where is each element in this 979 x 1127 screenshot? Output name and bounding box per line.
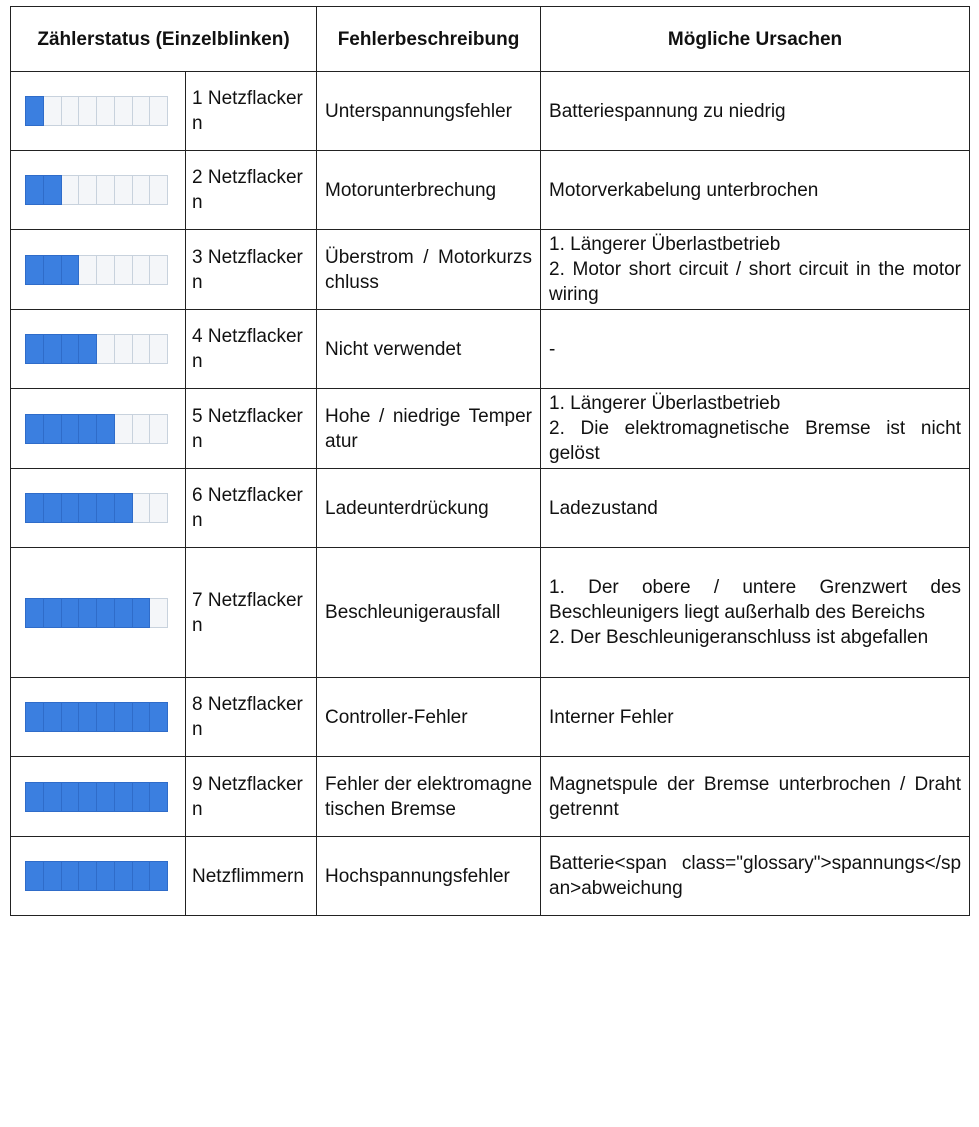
blink-count: 2 Netzflackern — [186, 151, 317, 230]
meter-segment-unlit — [79, 96, 97, 126]
meter-segment-lit — [62, 782, 80, 812]
possible-causes — [541, 548, 970, 678]
meter-segment-unlit — [97, 175, 115, 205]
meter-cell — [11, 469, 186, 548]
meter-segment-lit — [62, 334, 80, 364]
blink-count: 1 Netzflackern — [186, 72, 317, 151]
possible-causes — [541, 469, 970, 548]
meter-cell — [11, 389, 186, 469]
error-description: Nicht verwendet — [317, 310, 541, 389]
meter-segment-unlit — [150, 175, 168, 205]
meter-segment-lit — [25, 493, 44, 523]
cause-line: 2. Motor short circuit / short circuit in the motor wiring — [549, 259, 962, 305]
meter-segment-lit — [44, 598, 62, 628]
meter-segment-unlit — [44, 96, 62, 126]
meter-segment-unlit — [133, 255, 151, 285]
meter-cell — [11, 230, 186, 310]
meter-segment-lit — [62, 598, 80, 628]
blink-meter-icon — [25, 861, 168, 891]
blink-count: Netzflimmern — [186, 837, 317, 916]
meter-segment-lit — [25, 255, 44, 285]
meter-cell — [11, 72, 186, 151]
meter-segment-lit — [25, 334, 44, 364]
possible-causes — [541, 72, 970, 151]
cause-line: Magnetspule der Bremse unterbrochen / Draht getrennt — [549, 773, 962, 820]
table-row — [11, 151, 970, 230]
meter-segment-lit — [44, 782, 62, 812]
meter-segment-unlit — [133, 493, 151, 523]
header-status: Zählerstatus (Einzelblinken) — [11, 7, 317, 72]
meter-segment-lit — [25, 782, 44, 812]
meter-segment-lit — [44, 493, 62, 523]
blink-meter-icon — [25, 255, 168, 285]
meter-segment-unlit — [62, 96, 80, 126]
meter-segment-lit — [44, 175, 62, 205]
meter-segment-lit — [25, 861, 44, 891]
meter-segment-lit — [79, 702, 97, 732]
error-description: Beschleunigerausfall — [317, 548, 541, 678]
meter-segment-unlit — [115, 255, 133, 285]
meter-cell — [11, 757, 186, 837]
meter-segment-lit — [44, 861, 62, 891]
blink-count: 6 Netzflackern — [186, 469, 317, 548]
meter-segment-unlit — [115, 175, 133, 205]
meter-segment-lit — [115, 702, 133, 732]
meter-segment-lit — [44, 414, 62, 444]
table-row — [11, 469, 970, 548]
meter-segment-lit — [62, 255, 80, 285]
table-row — [11, 678, 970, 757]
possible-causes — [541, 757, 970, 837]
header-description: Fehlerbeschreibung — [317, 7, 541, 72]
meter-segment-unlit — [97, 255, 115, 285]
cause-line: Interner Fehler — [549, 706, 674, 728]
table-row — [11, 757, 970, 837]
meter-cell — [11, 548, 186, 678]
table-row — [11, 310, 970, 389]
cause-line: 2. Die elektromagnetische Bremse ist nicht gelöst — [549, 418, 962, 464]
table-body — [11, 72, 970, 916]
cause-line: Motorverkabelung unterbrochen — [549, 179, 819, 201]
meter-segment-unlit — [97, 334, 115, 364]
meter-segment-lit — [115, 782, 133, 812]
cause-line: Ladezustand — [549, 497, 658, 519]
meter-segment-unlit — [150, 414, 168, 444]
meter-segment-lit — [150, 861, 168, 891]
meter-segment-lit — [79, 414, 97, 444]
meter-segment-lit — [25, 702, 44, 732]
blink-meter-icon — [25, 702, 168, 732]
meter-segment-lit — [97, 493, 115, 523]
blink-meter-icon — [25, 414, 168, 444]
error-description: Hohe / niedrige Temperatur — [317, 389, 541, 469]
cause-line: 1. Der obere / untere Grenzwert des Beschleunigers liegt außerhalb des Bereichs — [549, 577, 962, 623]
table-row — [11, 389, 970, 469]
meter-segment-lit — [62, 414, 80, 444]
meter-segment-lit — [79, 334, 97, 364]
meter-segment-lit — [62, 702, 80, 732]
blink-count: 7 Netzflackern — [186, 548, 317, 678]
error-description: Unterspannungsfehler — [317, 72, 541, 151]
meter-segment-unlit — [97, 96, 115, 126]
meter-segment-lit — [115, 598, 133, 628]
meter-segment-unlit — [150, 255, 168, 285]
meter-cell — [11, 151, 186, 230]
blink-meter-icon — [25, 493, 168, 523]
error-description: Controller-Fehler — [317, 678, 541, 757]
meter-segment-lit — [79, 861, 97, 891]
cause-line: Batteriespannung zu niedrig — [549, 100, 786, 122]
blink-meter-icon — [25, 96, 168, 126]
cause-line: - — [549, 338, 556, 360]
cause-line: 1. Längerer Überlastbetrieb — [549, 393, 781, 414]
error-description: Überstrom / Motorkurzschluss — [317, 230, 541, 310]
meter-segment-lit — [25, 96, 44, 126]
meter-segment-unlit — [150, 493, 168, 523]
meter-segment-unlit — [115, 96, 133, 126]
blink-count: 3 Netzflackern — [186, 230, 317, 310]
meter-segment-unlit — [79, 175, 97, 205]
table-row — [11, 72, 970, 151]
meter-segment-lit — [133, 598, 151, 628]
meter-segment-lit — [25, 598, 44, 628]
table-row — [11, 230, 970, 310]
blink-meter-icon — [25, 782, 168, 812]
meter-segment-lit — [133, 861, 151, 891]
meter-cell — [11, 678, 186, 757]
table-row — [11, 548, 970, 678]
meter-segment-unlit — [133, 96, 151, 126]
table-header-row — [11, 7, 970, 72]
meter-segment-lit — [97, 861, 115, 891]
meter-cell — [11, 310, 186, 389]
cause-line: Batterie<span class="glossary">spannungs</span>abweichung — [549, 853, 962, 899]
possible-causes — [541, 310, 970, 389]
meter-segment-lit — [44, 255, 62, 285]
possible-causes — [541, 230, 970, 310]
meter-segment-lit — [97, 414, 115, 444]
meter-segment-unlit — [133, 334, 151, 364]
header-causes: Mögliche Ursachen — [541, 7, 970, 72]
meter-segment-unlit — [133, 414, 151, 444]
meter-segment-unlit — [79, 255, 97, 285]
meter-segment-lit — [44, 702, 62, 732]
table-row — [11, 837, 970, 916]
meter-segment-lit — [97, 598, 115, 628]
possible-causes — [541, 678, 970, 757]
meter-segment-unlit — [150, 334, 168, 364]
blink-meter-icon — [25, 598, 168, 628]
meter-segment-lit — [115, 861, 133, 891]
meter-segment-lit — [79, 598, 97, 628]
meter-segment-lit — [62, 493, 80, 523]
meter-segment-lit — [133, 782, 151, 812]
meter-segment-lit — [25, 175, 44, 205]
blink-meter-icon — [25, 334, 168, 364]
meter-segment-unlit — [62, 175, 80, 205]
meter-segment-unlit — [115, 334, 133, 364]
meter-segment-lit — [133, 702, 151, 732]
meter-segment-lit — [79, 493, 97, 523]
meter-segment-unlit — [150, 598, 168, 628]
error-description: Ladeunterdrückung — [317, 469, 541, 548]
blink-count: 9 Netzflackern — [186, 757, 317, 837]
cause-line: 2. Der Beschleunigeranschluss ist abgefallen — [549, 627, 929, 648]
error-description: Hochspannungsfehler — [317, 837, 541, 916]
meter-segment-unlit — [115, 414, 133, 444]
blink-count: 8 Netzflackern — [186, 678, 317, 757]
cause-line: 1. Längerer Überlastbetrieb — [549, 234, 781, 255]
blink-count: 4 Netzflackern — [186, 310, 317, 389]
meter-cell — [11, 837, 186, 916]
meter-segment-unlit — [150, 96, 168, 126]
meter-segment-lit — [44, 334, 62, 364]
blink-meter-icon — [25, 175, 168, 205]
meter-segment-unlit — [133, 175, 151, 205]
blink-count: 5 Netzflackern — [186, 389, 317, 469]
possible-causes — [541, 389, 970, 469]
possible-causes — [541, 837, 970, 916]
meter-segment-lit — [25, 414, 44, 444]
meter-segment-lit — [150, 782, 168, 812]
meter-segment-lit — [150, 702, 168, 732]
meter-segment-lit — [115, 493, 133, 523]
error-code-table — [10, 6, 970, 916]
possible-causes — [541, 151, 970, 230]
error-description: Motorunterbrechung — [317, 151, 541, 230]
meter-segment-lit — [97, 782, 115, 812]
meter-segment-lit — [97, 702, 115, 732]
meter-segment-lit — [79, 782, 97, 812]
error-description: Fehler der elektromagnetischen Bremse — [317, 757, 541, 837]
meter-segment-lit — [62, 861, 80, 891]
